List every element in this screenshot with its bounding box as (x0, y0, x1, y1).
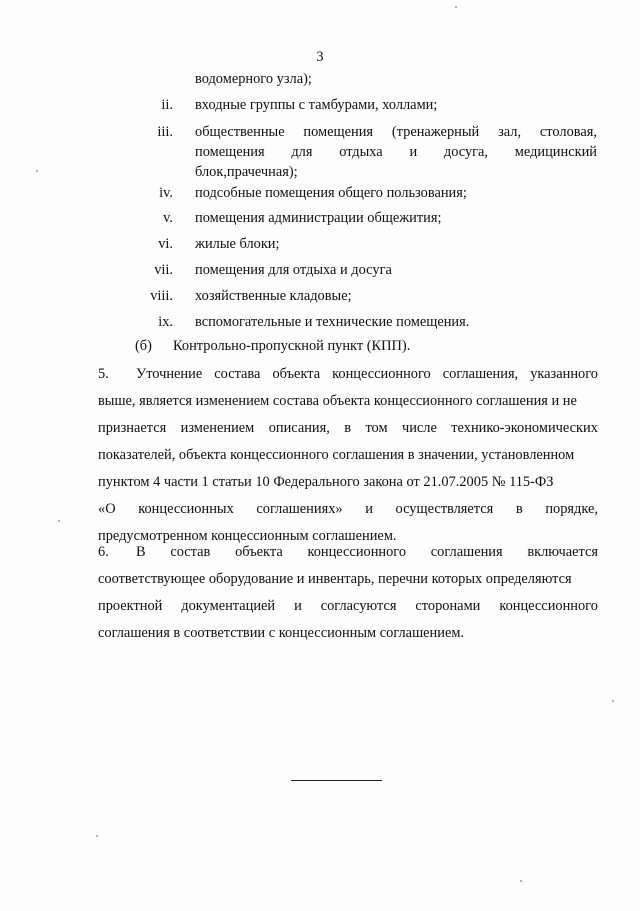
word: признается (98, 420, 167, 436)
list-item-number: ix. (158, 314, 173, 330)
word: согласуются (320, 598, 397, 614)
word: объекта (235, 544, 283, 560)
paragraph-line (98, 415, 598, 442)
list-item-line: блок,прачечная); (195, 164, 298, 180)
list-item-line: жилые блоки; (195, 236, 280, 252)
word: соглашения (430, 544, 503, 560)
word: соглашения, (442, 366, 519, 382)
paragraph-line (98, 593, 598, 620)
word: и (294, 598, 302, 614)
paragraph-line: показателей, объекта концессионного соглашения в значении, установленном (98, 447, 575, 463)
list-item-text (195, 69, 597, 89)
list-item-line: водомерного узла); (195, 71, 312, 87)
list-item-line: хозяйственные кладовые; (195, 288, 352, 304)
paragraph-line (98, 361, 598, 388)
list-item-text (195, 95, 597, 115)
word: концессионного (332, 366, 431, 382)
paragraph-number: 6. (98, 544, 109, 560)
word: для (291, 144, 313, 160)
list-item-number: ii. (161, 97, 173, 113)
list-item-text (195, 286, 597, 306)
word: указанного (530, 366, 598, 382)
scan-speck (96, 835, 98, 837)
list-item-text (195, 234, 597, 254)
word: концессионных (138, 501, 234, 517)
word: в (344, 420, 352, 436)
word: досуга, (443, 144, 489, 160)
list-item-line: подсобные помещения общего пользования; (195, 185, 467, 201)
paragraph-line: соглашения в соответствии с концессионным соглашением. (98, 625, 465, 641)
word: соглашениях» (256, 501, 343, 517)
word: порядке, (545, 501, 598, 517)
list-item-line: вспомогательные и технические помещения. (195, 314, 470, 330)
paragraph-6 (98, 539, 598, 647)
list-item-text (195, 312, 597, 332)
list-item-line: помещения для отдыха и досуга (195, 262, 392, 278)
word: состава (214, 366, 261, 382)
word: помещения (195, 144, 265, 160)
word: включается (527, 544, 598, 560)
paragraph-line (98, 496, 598, 523)
list-item-line (195, 142, 597, 162)
word: концессионного (499, 598, 598, 614)
scan-speck (520, 880, 522, 882)
sub-item-number: (б) (135, 338, 152, 354)
word: зал, (498, 124, 522, 140)
word: столовая, (539, 124, 597, 140)
word: отдыха (339, 144, 383, 160)
word: и (365, 501, 373, 517)
word: документацией (181, 598, 276, 614)
paragraph-line (98, 539, 598, 566)
paragraph-line: соответствующее оборудование и инвентарь, перечни которых определяются (98, 571, 572, 587)
word: объекта (272, 366, 321, 382)
word: осуществляется (395, 501, 494, 517)
scan-speck (612, 700, 614, 702)
word: В (136, 544, 146, 560)
list-item-text (195, 183, 597, 203)
list-item-number: vii. (154, 262, 173, 278)
sub-item-text: Контрольно-пропускной пункт (КПП). (173, 338, 411, 354)
scan-speck (36, 170, 38, 172)
scan-speck (58, 520, 60, 522)
word: в (515, 501, 523, 517)
word: «О (98, 501, 116, 517)
paragraph-line: пунктом 4 части 1 статьи 10 Федерального закона от 21.07.2005 № 115-ФЗ (98, 474, 554, 490)
list-item-text (195, 208, 597, 228)
list-item-number: iv. (159, 185, 173, 201)
word: помещения (303, 124, 374, 140)
paragraph-line: выше, является изменением состава объекта концессионного соглашения и не (98, 393, 577, 409)
paragraph-5 (98, 361, 598, 550)
word: технико-экономических (451, 420, 598, 436)
page-number: 3 (316, 49, 324, 65)
word: числе (401, 420, 437, 436)
list-item-number: viii. (150, 288, 173, 304)
list-item-text (195, 260, 597, 280)
word: общественные (195, 124, 285, 140)
list-item-text (195, 122, 597, 182)
word: проектной (98, 598, 163, 614)
paragraph-first-line-text (136, 361, 598, 388)
list-item-line: входные группы с тамбурами, холлами; (195, 97, 438, 113)
word: и (409, 144, 418, 160)
word: концессионного (307, 544, 407, 560)
list-item-number: vi. (158, 236, 173, 252)
list-item-line (195, 122, 597, 142)
paragraph-number: 5. (98, 366, 109, 382)
list-item-number: v. (163, 210, 173, 226)
word: том (365, 420, 388, 436)
word: медицинский (514, 144, 597, 160)
word: (тренажерный (391, 124, 480, 140)
paragraph-first-line-text (136, 539, 598, 566)
list-item-line: помещения администрации общежития; (195, 210, 442, 226)
list-item-number: iii. (157, 124, 173, 140)
word: Уточнение (136, 366, 203, 382)
word: сторонами (415, 598, 481, 614)
word: описания, (268, 420, 330, 436)
word: состав (170, 544, 211, 560)
scan-speck (455, 6, 457, 8)
paragraph-line: предусмотренном концессионным соглашением. (98, 528, 397, 544)
word: изменением (180, 420, 255, 436)
footer-rule (291, 780, 382, 781)
